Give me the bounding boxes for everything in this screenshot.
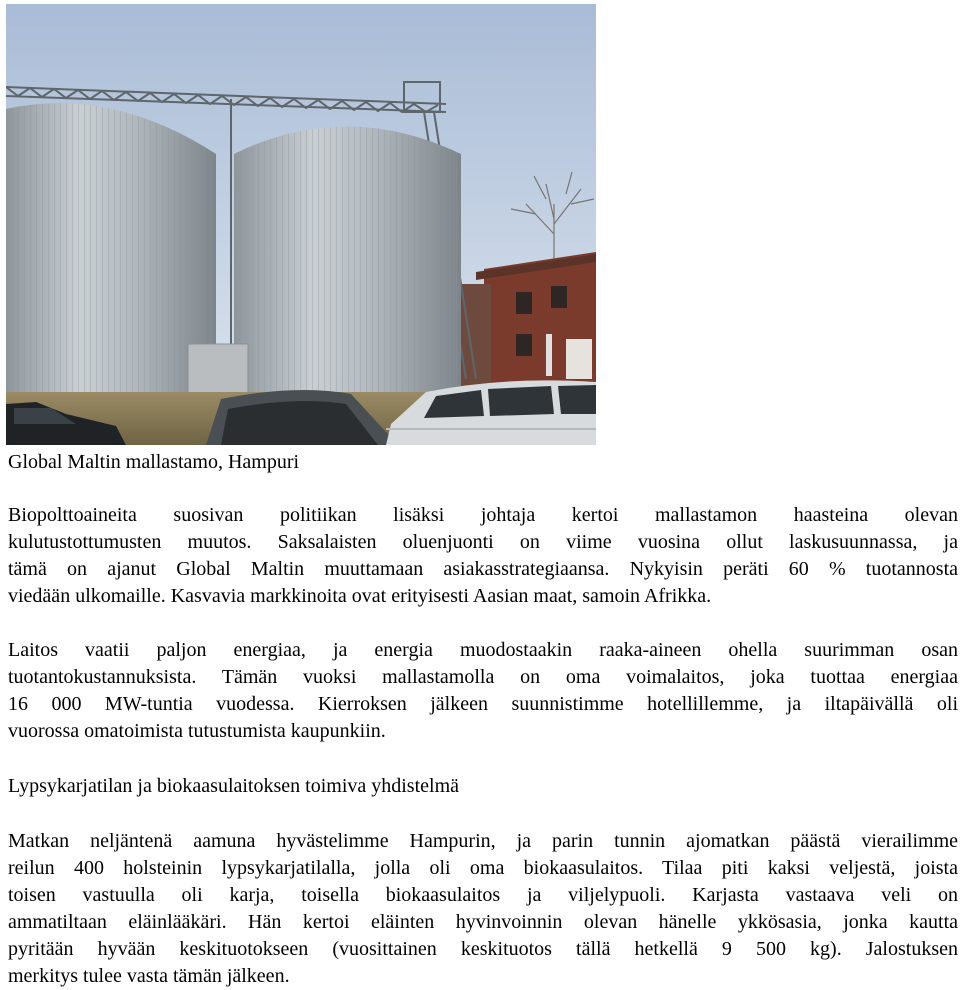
paragraph-energy [8, 637, 958, 745]
paragraph-dairy-farm [8, 828, 958, 990]
paragraph-line: Laitos vaatii paljon energiaa, ja energia muodostaakin raaka-aineen ohella suurimman osan [8, 639, 958, 661]
photo-caption: Global Maltin mallastamo, Hampuri [8, 451, 300, 473]
paragraph-line: pyritään hyvään keskituotokseen (vuosittainen keskituotos tällä hetkellä 9 500 kg). Jalostuksen [8, 938, 958, 960]
paragraph-line: tuotantokustannuksista. Tämän vuoksi mallastamolla on oma voimalaitos, joka tuottaa energiaa [8, 666, 958, 688]
paragraph-line: Matkan neljäntenä aamuna hyvästelimme Hampurin, ja parin tunnin ajomatkan päästä vierailimme [8, 830, 958, 852]
paragraph-line: ammatiltaan eläinlääkäri. Hän kertoi eläinten hyvinvoinnin olevan hänelle ykkösasia, jonka kautta [8, 911, 958, 933]
section-heading: Lypsykarjatilan ja biokaasulaitoksen toimiva yhdistelmä [8, 775, 460, 797]
utility-box [188, 344, 248, 394]
paragraph-export-markets [8, 502, 958, 610]
paragraph-line: 16 000 MW-tuntia vuodessa. Kierroksen jälkeen suunnistimme hotellillemme, ja iltapäivällä oli [8, 693, 958, 715]
paragraph-line: toisen vastuulla oli karja, toisella biokaasulaitos ja viljelypuoli. Karjasta vastaava veli on [8, 884, 958, 906]
paragraph-line: vuorossa omatoimista tutustumista kaupunkiin. [8, 720, 386, 742]
paragraph-line: kulutustottumusten muutos. Saksalaisten oluenjuonti on viime vuosina ollut laskusuunnassa, ja [8, 531, 958, 553]
paragraph-line: viedään ulkomaille. Kasvavia markkinoita ovat erityisesti Aasian maat, samoin Afrikka. [8, 585, 712, 607]
right-silo [234, 127, 461, 400]
paragraph-line: merkitys tulee vasta tämän jälkeen. [8, 965, 290, 987]
paragraph-line: reilun 400 holsteinin lypsykarjatilalla, jolla oli oma biokaasulaitos. Tilaa piti kaksi veljestä, joista [8, 857, 958, 879]
paragraph-line: Biopolttoaineita suosivan politiikan lisäksi johtaja kertoi mallastamon haasteina olevan [8, 504, 958, 526]
left-silo [6, 103, 216, 399]
malting-plant-photo [6, 4, 596, 445]
paragraph-line: tämä on ajanut Global Maltin muuttamaan asiakasstrategiaansa. Nykyisin peräti 60 % tuotannosta [8, 558, 958, 580]
brick-building [461, 252, 596, 394]
